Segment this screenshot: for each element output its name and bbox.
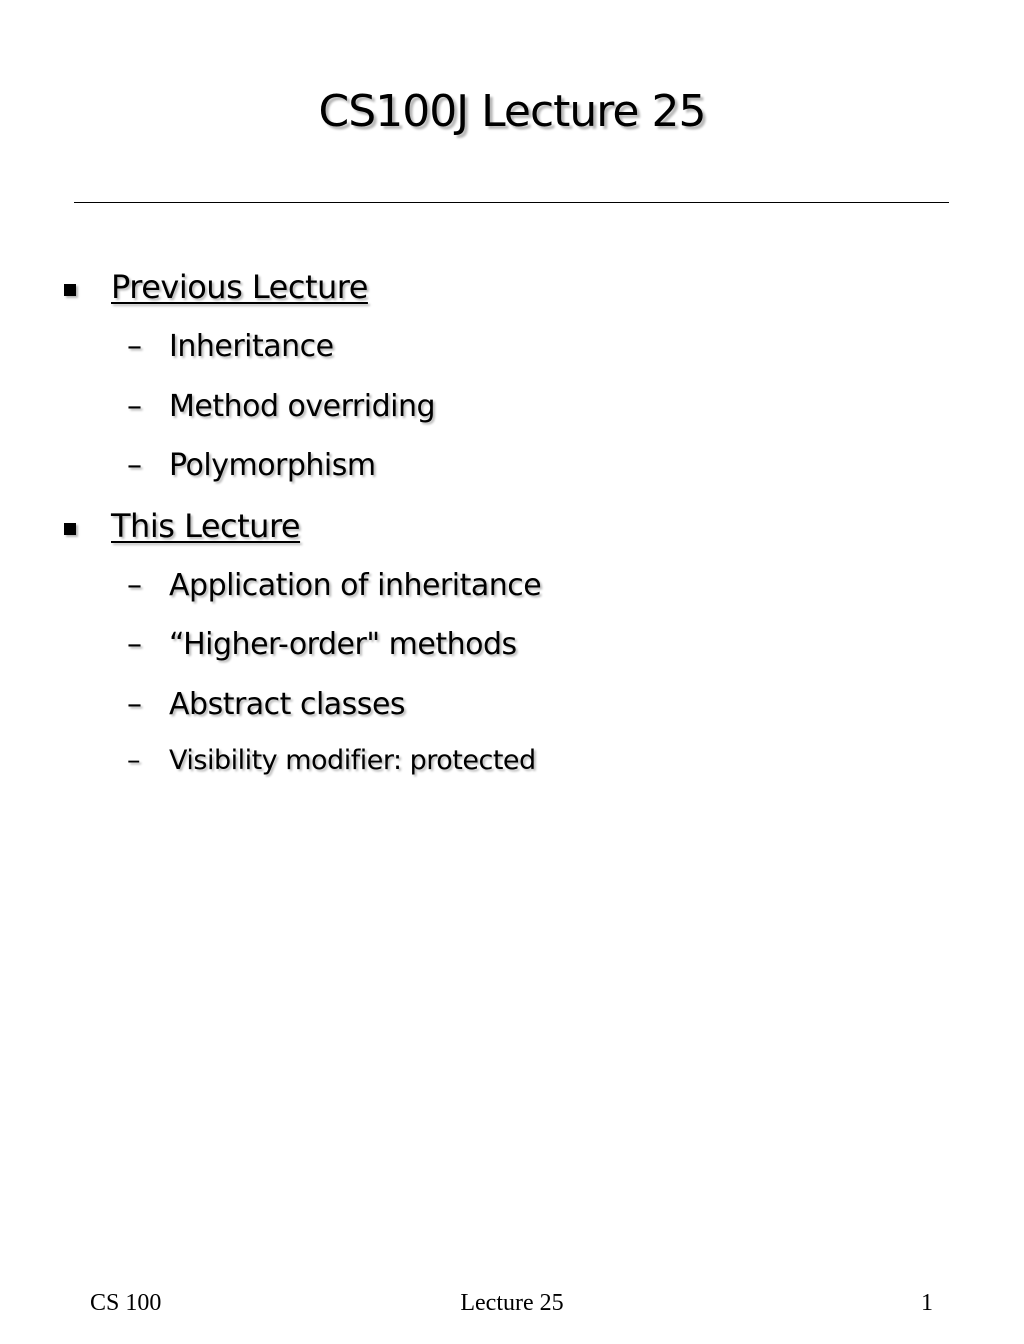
slide-title: CS100J Lecture 25 (318, 86, 706, 137)
footer-lecture: Lecture 25 (460, 1290, 564, 1316)
dash-bullet-icon: – (127, 687, 142, 722)
list-item-text: Polymorphism (169, 448, 376, 483)
dash-bullet-icon: – (127, 745, 140, 776)
dash-bullet-icon: – (127, 448, 142, 483)
dash-bullet-icon: – (127, 568, 142, 603)
section-heading: Previous Lecture (111, 268, 368, 306)
list-item-text: Method overriding (169, 389, 436, 424)
footer-page-number: 1 (921, 1290, 933, 1316)
square-bullet-icon (64, 523, 76, 535)
square-bullet-icon (64, 284, 76, 296)
dash-bullet-icon: – (127, 627, 142, 662)
list-item-text: Application of inheritance (169, 568, 542, 603)
dash-bullet-icon: – (127, 329, 142, 364)
list-item-text: “Higher-order" methods (169, 627, 517, 662)
footer-course: CS 100 (90, 1290, 162, 1316)
list-item-text: Inheritance (169, 329, 334, 364)
list-item-text: Visibility modifier: protected (169, 745, 536, 776)
section-heading: This Lecture (111, 507, 301, 545)
list-item-text: Abstract classes (169, 687, 406, 722)
dash-bullet-icon: – (127, 389, 142, 424)
